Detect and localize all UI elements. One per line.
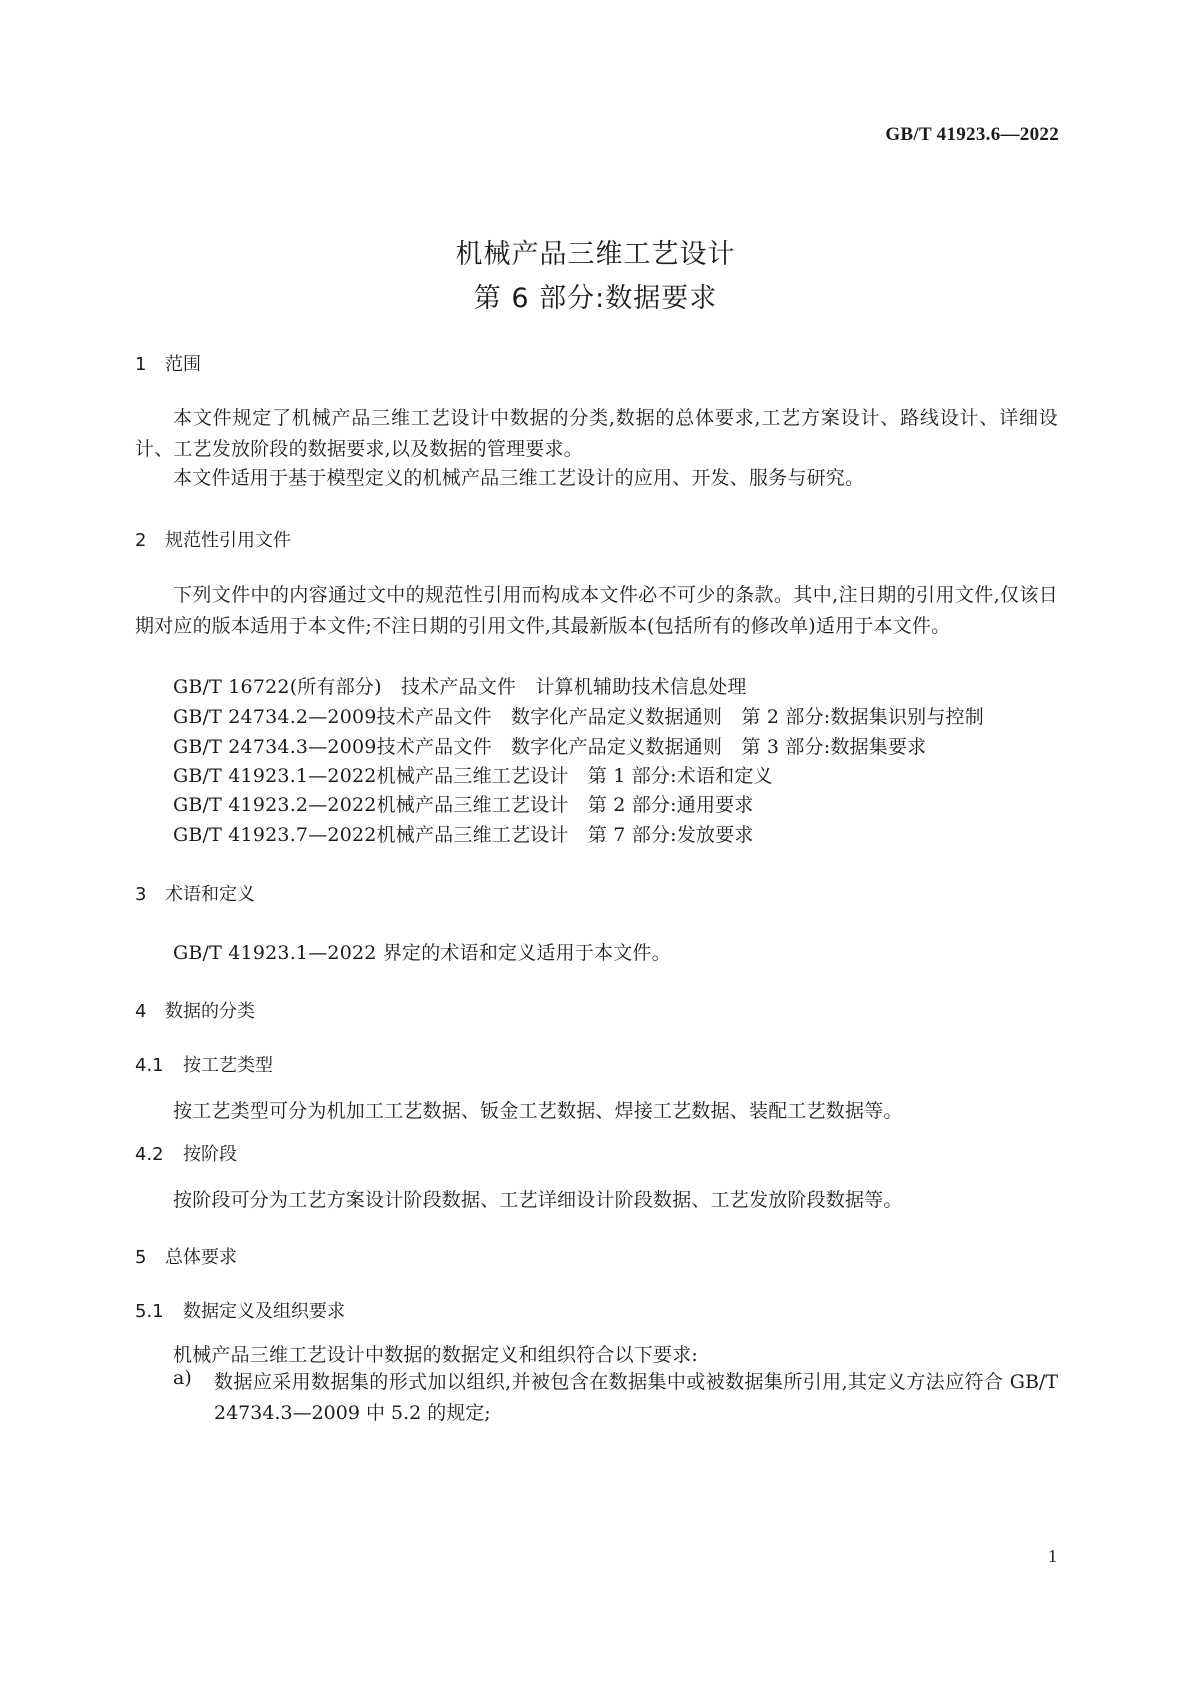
section-number: 4 [135, 1001, 147, 1022]
document-subtitle: 第 6 部分:数据要求 [473, 283, 718, 314]
reference-item [173, 820, 754, 847]
process-type-paragraph: 按工艺类型可分为机加工工艺数据、钣金工艺数据、焊接工艺数据、装配工艺数据等。 [173, 1100, 903, 1122]
subsection-title: 按阶段 [183, 1144, 237, 1165]
subsection-number: 5.1 [135, 1301, 164, 1322]
reference-code: GB/T 41923.7—2022 [173, 824, 377, 846]
subsection-heading-4-1 [135, 1051, 273, 1077]
reference-title: 机械产品三维工艺设计 第 7 部分:发放要求 [376, 824, 754, 846]
subsection-title: 数据定义及组织要求 [183, 1301, 345, 1322]
reference-title: 机械产品三维工艺设计 第 2 部分:通用要求 [376, 794, 754, 816]
subsection-number: 4.2 [135, 1144, 164, 1165]
reference-title: 机械产品三维工艺设计 第 1 部分:术语和定义 [376, 765, 773, 787]
section-title: 数据的分类 [165, 1001, 255, 1022]
reference-title: 技术产品文件 数字化产品定义数据通则 第 2 部分:数据集识别与控制 [376, 706, 984, 728]
subsection-title: 按工艺类型 [183, 1055, 273, 1076]
section-heading-1 [135, 350, 201, 376]
list-item-text: 数据应采用数据集的形式加以组织,并被包含在数据集中或被数据集所引用,其定义方法应符合 GB/T 24734.3—2009 中 5.2 的规定; [214, 1371, 1058, 1424]
reference-item [173, 672, 747, 699]
page-number: 1 [1048, 1546, 1057, 1566]
reference-item [173, 790, 754, 817]
reference-code: GB/T 24734.2—2009 [173, 706, 377, 728]
section-title: 总体要求 [165, 1247, 237, 1268]
subsection-heading-4-2 [135, 1140, 237, 1166]
section-number: 2 [135, 530, 147, 551]
scope-paragraph-2: 本文件适用于基于模型定义的机械产品三维工艺设计的应用、开发、服务与研究。 [173, 467, 865, 489]
subsection-heading-5-1 [135, 1297, 345, 1323]
reference-item [173, 761, 773, 788]
section-number: 5 [135, 1247, 147, 1268]
stage-paragraph: 按阶段可分为工艺方案设计阶段数据、工艺详细设计阶段数据、工艺发放阶段数据等。 [173, 1189, 903, 1211]
reference-code: GB/T 41923.2—2022 [173, 794, 377, 816]
references-intro: 下列文件中的内容通过文中的规范性引用而构成本文件必不可少的条款。其中,注日期的引用文件,仅该日期对应的版本适用于本文件;不注日期的引用文件,其最新版本(包括所有的修改单)适用于本文件。 [135, 584, 1058, 637]
reference-code: GB/T 41923.1—2022 [173, 765, 377, 787]
reference-title: 技术产品文件 计算机辅助技术信息处理 [400, 676, 747, 698]
reference-code: GB/T 16722(所有部分) [173, 676, 382, 698]
section-heading-5 [135, 1243, 237, 1269]
section-number: 3 [135, 884, 147, 905]
section-heading-3 [135, 880, 255, 906]
section-title: 术语和定义 [165, 884, 255, 905]
terms-paragraph: GB/T 41923.1—2022 界定的术语和定义适用于本文件。 [173, 942, 671, 964]
reference-title: 技术产品文件 数字化产品定义数据通则 第 3 部分:数据集要求 [376, 736, 927, 758]
section-title: 规范性引用文件 [165, 530, 291, 551]
section-title: 范围 [165, 354, 201, 375]
list-marker: a) [173, 1367, 192, 1389]
reference-code: GB/T 24734.3—2009 [173, 736, 377, 758]
scope-paragraph-1: 本文件规定了机械产品三维工艺设计中数据的分类,数据的总体要求,工艺方案设计、路线设计、详细设计、工艺发放阶段的数据要求,以及数据的管理要求。 [135, 407, 1058, 460]
reference-item [173, 702, 984, 729]
document-title: 机械产品三维工艺设计 [455, 239, 736, 270]
standard-code: GB/T 41923.6—2022 [885, 124, 1059, 145]
reference-item [173, 732, 926, 759]
section-number: 1 [135, 354, 147, 375]
subsection-number: 4.1 [135, 1055, 164, 1076]
section-heading-2 [135, 526, 291, 552]
data-definition-intro: 机械产品三维工艺设计中数据的数据定义和组织符合以下要求: [173, 1344, 699, 1366]
section-heading-4 [135, 997, 255, 1023]
